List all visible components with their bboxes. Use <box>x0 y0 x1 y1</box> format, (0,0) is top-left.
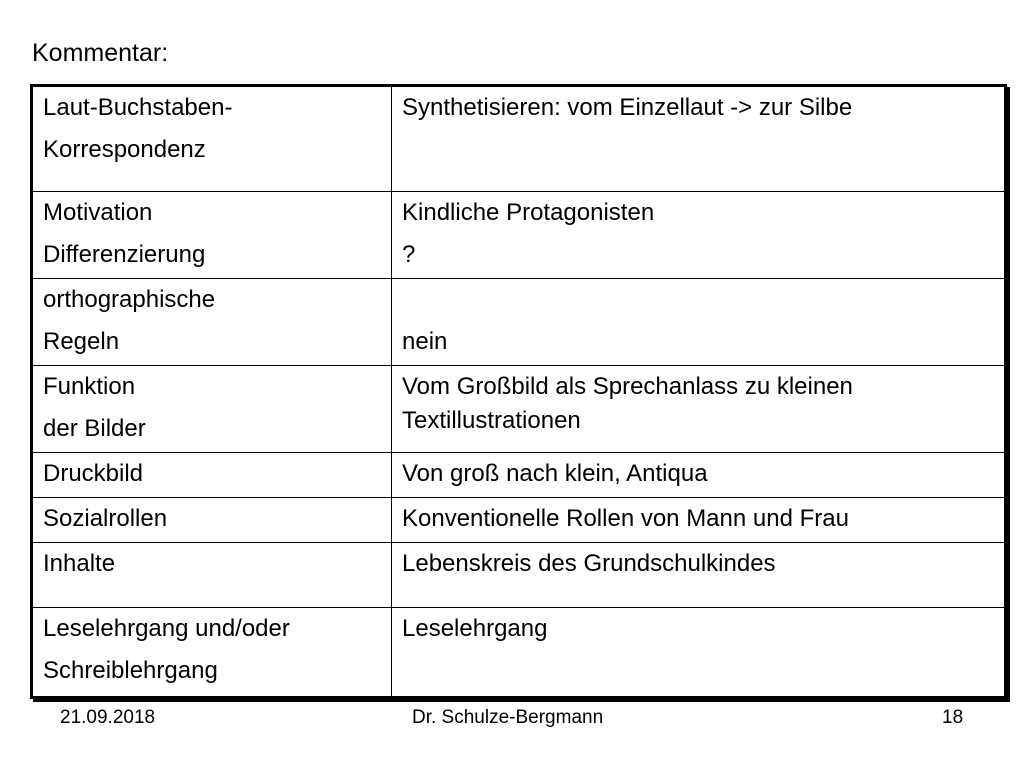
row-value-cell <box>392 453 1006 498</box>
cell-line: Schreiblehrgang <box>43 657 218 684</box>
cell-line: Kindliche Protagonisten <box>402 199 655 226</box>
row-value-cell <box>392 608 1006 698</box>
cell-line: nein <box>402 328 448 355</box>
cell-line: der Bilder <box>43 415 146 442</box>
cell-line: Korrespondenz <box>43 136 206 163</box>
row-label-cell <box>32 192 392 279</box>
row-label-cell <box>32 498 392 543</box>
table-row <box>32 498 1006 543</box>
row-label-cell <box>32 86 392 192</box>
row-label-cell <box>32 453 392 498</box>
cell-line: Sozialrollen <box>43 505 168 532</box>
row-label-cell <box>32 279 392 366</box>
table-row <box>32 192 1006 279</box>
table-row <box>32 279 1006 366</box>
heading: Kommentar: <box>32 39 169 67</box>
table-row <box>32 543 1006 608</box>
row-value-cell <box>392 279 1006 366</box>
cell-line: Inhalte <box>43 550 116 577</box>
cell-line: Von groß nach klein, Antiqua <box>402 460 708 487</box>
row-value-cell <box>392 366 1006 453</box>
table-row <box>32 86 1006 192</box>
footer-page-number: 18 <box>942 707 964 728</box>
cell-line: Leselehrgang und/oder <box>43 615 290 642</box>
row-value-cell <box>392 498 1006 543</box>
cell-line: Differenzierung <box>43 241 206 268</box>
cell-line: Laut-Buchstaben- <box>43 94 233 121</box>
table-row <box>32 453 1006 498</box>
footer-date: 21.09.2018 <box>60 707 156 728</box>
cell-line: orthographische <box>43 286 216 313</box>
cell-line: Leselehrgang <box>402 615 548 642</box>
cell-line: Motivation <box>43 199 153 226</box>
cell-line: Synthetisieren: vom Einzellaut -> zur Silbe <box>402 94 853 121</box>
footer-author: Dr. Schulze-Bergmann <box>412 707 604 728</box>
row-label-cell <box>32 543 392 608</box>
row-label-cell <box>32 608 392 698</box>
row-value-cell <box>392 86 1006 192</box>
row-value-cell <box>392 192 1006 279</box>
table-row <box>32 608 1006 698</box>
table-row <box>32 366 1006 453</box>
row-label-cell <box>32 366 392 453</box>
cell-line: Funktion <box>43 373 136 400</box>
comment-table <box>30 84 1007 699</box>
cell-line: Lebenskreis des Grundschulkindes <box>402 550 776 577</box>
cell-line <box>402 279 994 321</box>
cell-line: Vom Großbild als Sprechanlass zu kleinen Textillustrationen <box>402 373 853 434</box>
row-value-cell <box>392 543 1006 608</box>
cell-line: ? <box>402 241 416 268</box>
cell-line: Druckbild <box>43 460 144 487</box>
cell-line: Regeln <box>43 328 120 355</box>
cell-line: Konventionelle Rollen von Mann und Frau <box>402 505 849 532</box>
